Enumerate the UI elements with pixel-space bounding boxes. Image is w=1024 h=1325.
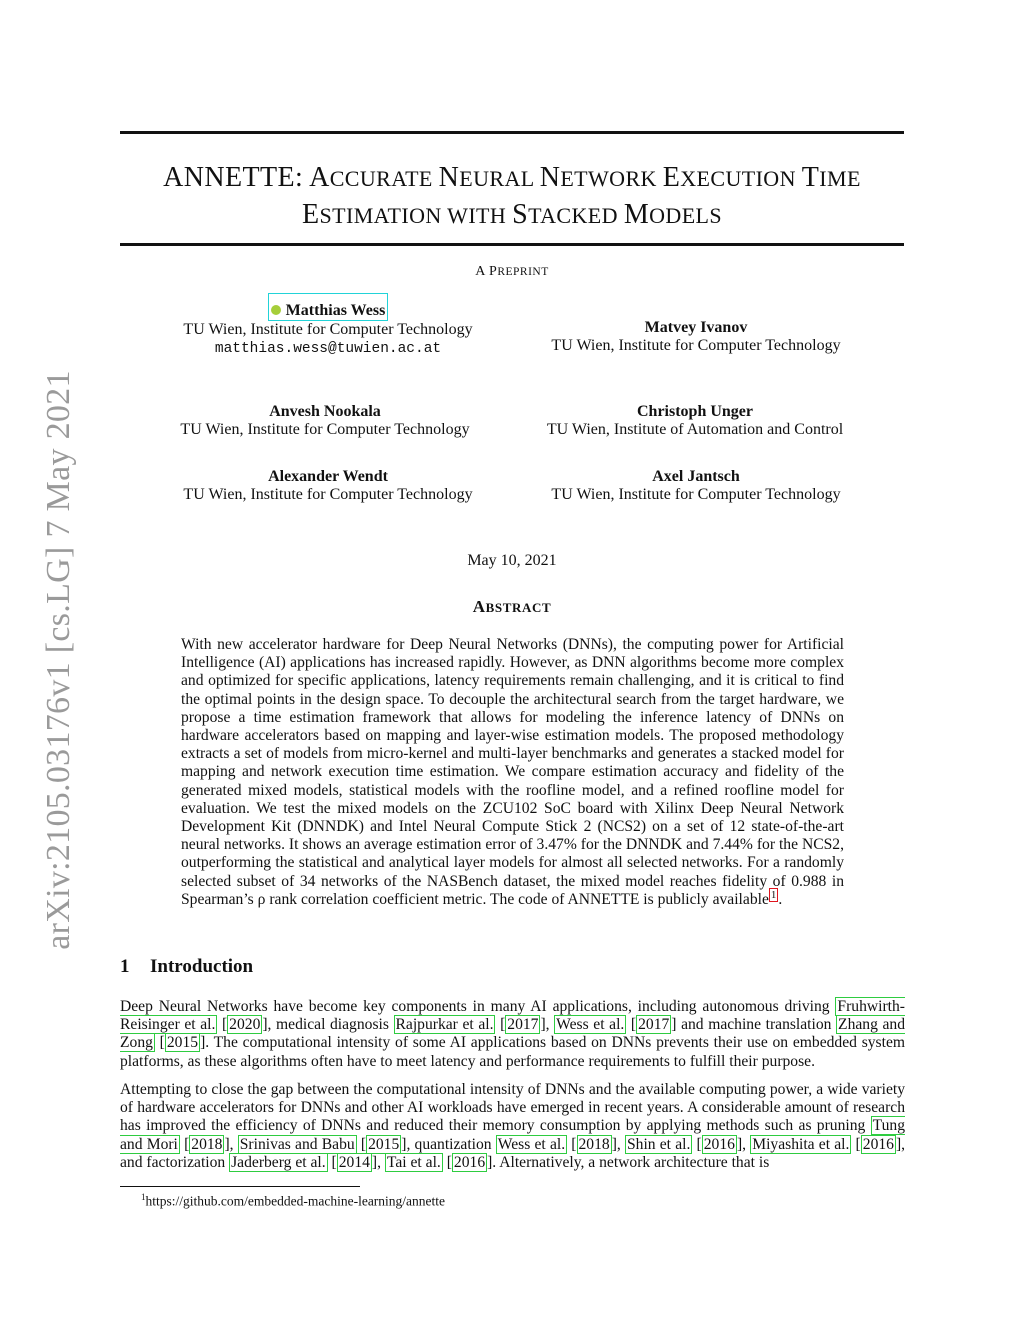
author-name-box[interactable] <box>268 293 389 321</box>
author-affiliation: TU Wien, Institute for Computer Technology <box>551 486 841 503</box>
abstract-text: With new accelerator hardware for Deep Neural Networks (DNNs), the computing power for Artificial Intelligence (AI) applications has increased rapidly. However, as DNN algorithms become more complex and optimized for specific applications, latency requirements remain challenging, and it is critical to find the optimal points in the design space. To decouple the architectural search from the target hardware, we propose a time estimation framework that allows for modeling the inference latency of DNNs on hardware accelerators based on mapping and layer-wise estimation models. The proposed methodology extracts a set of models from micro-kernel and multi-layer benchmarks and generates a stacked model for mapping and network execution time estimation. We compare estimation accuracy and fidelity of the generated mixed models, statistical models with the roofline model, and a refined roofline model for evaluation. We test the mixed models on the ZCU102 SoC board with Xilinx Deep Neural Network Development Kit (DNNDK) and Intel Neural Compute Stick 2 (NCS2) on a set of 12 state-of-the-art neural networks. It shows an average estimation error of 3.47% for the DNNDK and 7.44% for the NCS2, outperforming the statistical and analytical layer models for almost all selected networks. For a randomly selected subset of 34 networks of the NASBench dataset, the mixed model reaches fidelity of 0.988 in Spearman’s ρ rank correlation coefficient metric. The code of ANNETTE is publicly available $^1$ . <box>181 636 844 908</box>
citation-link[interactable]: Srinivas and Babu <box>239 1135 355 1153</box>
section-heading: 1 Introduction <box>120 956 254 977</box>
citation-link[interactable]: Miyashita et al. <box>752 1135 850 1153</box>
author-block <box>495 403 895 439</box>
author-affiliation: TU Wien, Institute for Computer Technology <box>183 486 473 503</box>
citation-year-link[interactable]: 2016 <box>862 1135 894 1153</box>
abstract-heading: ABSTRACT <box>472 597 552 616</box>
citation-link[interactable]: Wess et al. <box>497 1135 566 1153</box>
paper-title: ANNETTE: ACCURATE NEURAL NETWORK EXECUTION TIME ESTIMATION WITH STACKED MODELS <box>163 162 861 230</box>
footnote-url[interactable]: https://github.com/embedded-machine-learning/annette <box>145 1193 446 1209</box>
preprint-label: A PREPRINT <box>475 264 549 279</box>
citation-year-link[interactable]: 2017 <box>507 1016 539 1034</box>
citation-year-link[interactable]: 2017 <box>638 1016 670 1034</box>
citation-link[interactable]: Tung and Mori <box>120 1117 905 1153</box>
citation-year-link[interactable]: 2014 <box>338 1153 370 1171</box>
intro-paragraph: Attempting to close the gap between the computational intensity of DNNs and the available computing power, a wide variety of hardware accelerators for DNNs and other AI workloads have emerged in recent years. A considerable amount of research has improved the efficiency of DNNs and reduced their memory consumption by applying methods such as pruning Tung and Mori [ 2018 ], Srinivas and Babu [ 2015 ], quantization Wess et al. [ 2018 ], Shin et al. [ 2016 ], Miyashita et al. [ 2016 ], and factorization Jaderberg et al. [ 2014 ], Tai et al. [ 2016 ]. Alternatively, a network architecture that is <box>120 1081 906 1171</box>
author-name: Christoph Unger <box>636 403 753 420</box>
author-block <box>496 319 896 355</box>
title-rule-top <box>120 131 904 134</box>
citation-link[interactable]: Zhang and Zong <box>120 1016 905 1052</box>
intro-paragraph: Deep Neural Networks have become key components in many AI applications, including autonomous driving Fruhwirth-Reisinger et al. [ 2020 ], medical diagnosis Rajpurkar et al. [ 2017 ], Wess et al. [ 2017 ] and machine translation Zhang and Zong [ 2015 ]. The computational intensity of some AI applications based on DNNs prevents their use on embedded system platforms, as these algorithms often have to meet latency and performance requirements to fulfill their purpose. <box>120 998 906 1070</box>
paper-date: May 10, 2021 <box>467 552 557 569</box>
orcid-icon[interactable] <box>271 305 281 315</box>
author-affiliation: TU Wien, Institute for Computer Technology <box>551 337 841 354</box>
citation-year-link[interactable]: 2016 <box>453 1153 486 1171</box>
author-name: Anvesh Nookala <box>269 403 381 420</box>
author-name: Matthias Wess <box>285 302 386 319</box>
author-block <box>496 468 896 504</box>
author-affiliation: TU Wien, Institute for Computer Technology <box>183 321 473 338</box>
author-block <box>128 293 528 358</box>
footnote-link[interactable]: 1 <box>770 888 777 901</box>
author-block <box>128 468 528 504</box>
arxiv-identifier: arXiv:2105.03176v1 [cs.LG] 7 May 2021 <box>40 370 77 950</box>
citation-year-link[interactable]: 2018 <box>578 1135 610 1153</box>
title-rule-bottom <box>120 243 904 246</box>
author-name: Matvey Ivanov <box>644 319 748 336</box>
citation-year-link[interactable]: 2015 <box>368 1135 400 1153</box>
citation-link[interactable]: Rajpurkar et al. <box>395 1016 494 1034</box>
citation-year-link[interactable]: 2018 <box>191 1135 223 1153</box>
footnote-divider <box>120 1186 360 1187</box>
author-affiliation: TU Wien, Institute for Computer Technology <box>180 421 470 438</box>
citation-link[interactable]: Fruhwirth-Reisinger et al. <box>120 998 905 1034</box>
author-block <box>125 403 525 439</box>
author-name: Axel Jantsch <box>652 468 740 485</box>
citation-year-link[interactable]: 2020 <box>229 1016 261 1034</box>
footnote: $^1$https://github.com/embedded-machine-learning/annette <box>141 1192 446 1209</box>
citation-link[interactable]: Shin et al. <box>626 1135 691 1153</box>
author-affiliation: TU Wien, Institute of Automation and Control <box>546 421 844 438</box>
citation-year-link[interactable]: 2015 <box>166 1034 199 1052</box>
citation-link[interactable]: Tai et al. <box>386 1153 441 1171</box>
citation-year-link[interactable]: 2016 <box>703 1135 735 1153</box>
citation-link[interactable]: Wess et al. <box>556 1016 625 1034</box>
author-name: Alexander Wendt <box>268 468 388 485</box>
citation-link[interactable]: Jaderberg et al. <box>231 1153 326 1171</box>
author-email: matthias.wess@tuwien.ac.at <box>214 341 442 357</box>
